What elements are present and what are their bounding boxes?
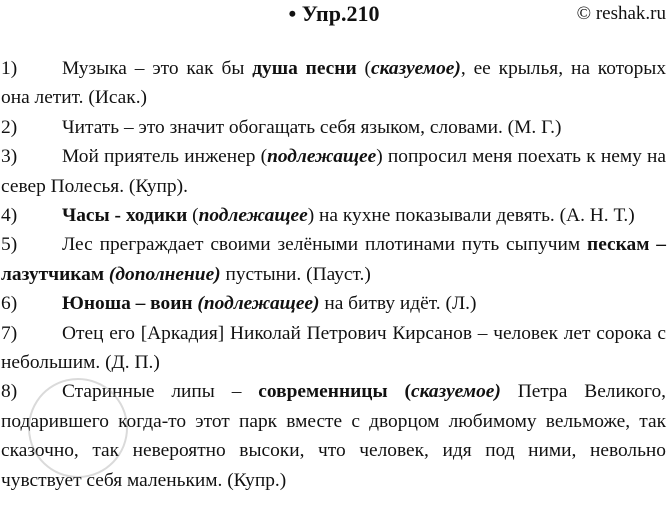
highlighted-phrase: современницы ( xyxy=(258,381,411,403)
item-number: 4) xyxy=(1,205,18,227)
sentence-item xyxy=(1,201,666,230)
sentence-text: ) попросил меня поехать к нему на север Полесья. (Купр). xyxy=(1,146,667,197)
grammar-role-label: (дополнение) xyxy=(104,263,221,285)
sentence-text: Старинные липы – xyxy=(62,381,259,403)
sentence-item xyxy=(1,319,666,378)
sentence-item xyxy=(1,230,666,289)
sentence-text: Лес преграждает своими зелёными плотинами путь сыпучим xyxy=(62,234,588,256)
sentence-item xyxy=(1,113,666,142)
highlighted-phrase: Часы - ходики xyxy=(62,205,188,227)
sentence-text: Читать – это значит обогащать себя языком, словами. (М. Г.) xyxy=(62,116,562,138)
item-number: 2) xyxy=(1,116,18,138)
sentence-item xyxy=(1,289,666,318)
exercise-title: • Упр.210 xyxy=(288,1,380,26)
item-number: 6) xyxy=(1,293,18,315)
highlighted-phrase: душа песни xyxy=(252,58,357,79)
grammar-role-label: подлежащее xyxy=(267,146,377,168)
sentence-text: пустыни. (Пауст.) xyxy=(220,263,371,285)
exercise-content xyxy=(1,54,666,495)
sentence-text: Отец его [Аркадия] Николай Петрович Кирсанов – человек лет сорока с небольшим. (Д. П.) xyxy=(1,322,666,374)
item-number: 5) xyxy=(1,234,18,256)
sentence-text: ( xyxy=(187,205,199,227)
grammar-role-label: сказуемое) xyxy=(410,381,501,403)
grammar-role-label: подлежащее xyxy=(198,205,308,227)
sentence-text: ( xyxy=(356,58,371,79)
copyright-label: © reshak.ru xyxy=(576,3,666,24)
sentence-text: на битву идёт. (Л.) xyxy=(319,293,477,315)
sentence-text: , ее крылья, на которых она летит. (Исак.) xyxy=(1,58,667,109)
sentence-text: Музыка – это как бы xyxy=(62,58,253,79)
highlighted-phrase: пескам – лазутчикам xyxy=(1,234,666,285)
grammar-role-label: сказуемое) xyxy=(370,58,461,79)
grammar-role-label: (подлежащее) xyxy=(192,293,320,315)
item-number: 7) xyxy=(1,322,18,344)
sentence-text: Мой приятель инженер ( xyxy=(62,146,268,168)
sentence-text: ) на кухне показывали девять. (А. Н. Т.) xyxy=(307,205,635,227)
highlighted-phrase: Юноша – воин xyxy=(62,293,193,315)
item-number: 8) xyxy=(1,381,18,403)
item-number: 3) xyxy=(1,146,18,168)
sentence-item xyxy=(1,54,666,113)
sentence-item xyxy=(1,142,666,201)
item-number: 1) xyxy=(1,58,18,79)
sentence-item xyxy=(1,377,666,495)
sentence-text: Петра Великого, подарившего когда-то этот парк вместе с дворцом любимому вельможе, так сказочно, так невероятно высоки, что человек, идя под ними, невольно чувствует себя маленьким. (Купр.) xyxy=(1,381,666,491)
